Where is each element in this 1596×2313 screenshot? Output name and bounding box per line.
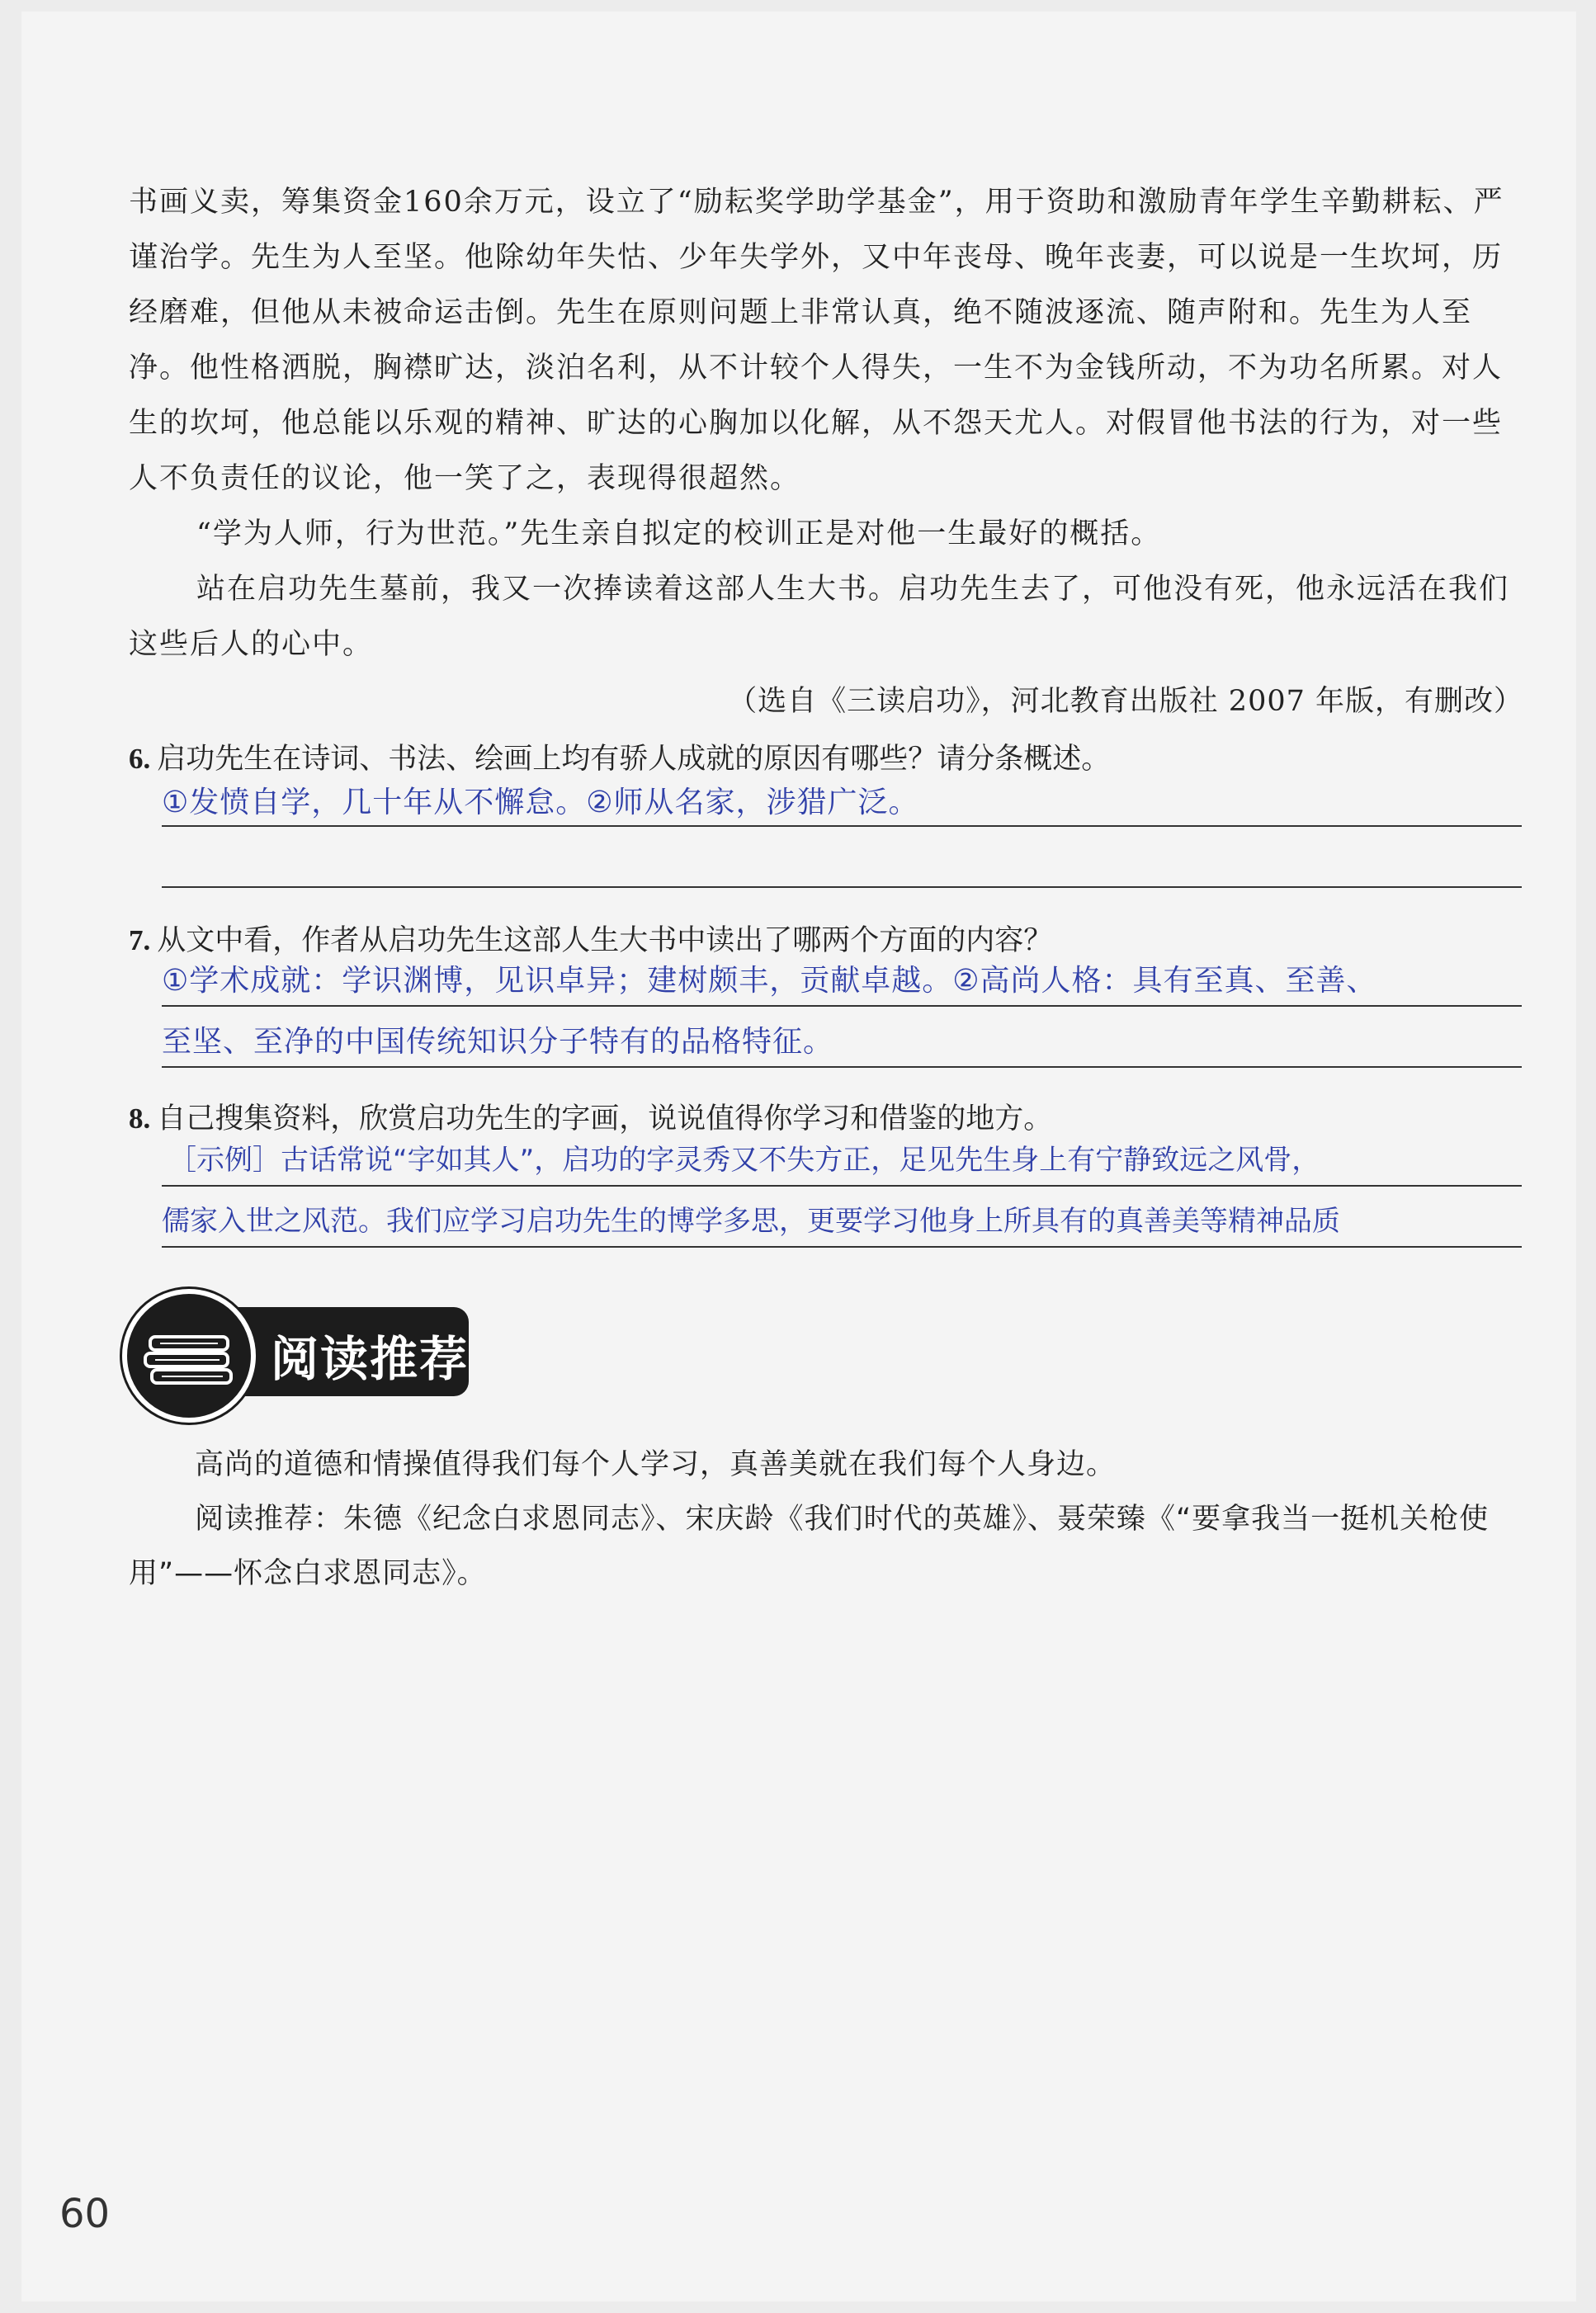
recommend-paragraph-1: 高尚的道德和情操值得我们每个人学习，真善美就在我们每个人身边。 <box>195 1448 1117 1481</box>
passage <box>129 175 1523 673</box>
books-icon <box>122 1289 256 1423</box>
answer-rule <box>162 1246 1522 1248</box>
answer-rule <box>162 1185 1522 1187</box>
recommend-section <box>129 1437 1523 1601</box>
answer-7-line-1: ①学术成就：学识渊博，见识卓异；建树颇丰，贡献卓越。②高尚人格：具有至真、至善、 <box>162 964 1377 998</box>
question-number: 6. <box>129 743 151 775</box>
answer-rule <box>162 886 1522 888</box>
question-7 <box>129 918 1532 959</box>
answer-8-line-1: ［示例］古话常说“字如其人”，启功的字灵秀又不失方正，足见先生身上有宁静致远之风骨， <box>168 1144 1320 1177</box>
passage-paragraph-2: “学为人师，行为世范。”先生亲自拟定的校训正是对他一生最好的概括。 <box>196 517 1162 550</box>
source-citation: （选自《三读启功》，河北教育出版社 2007 年版，有删改） <box>728 685 1523 718</box>
answer-rule <box>162 825 1522 827</box>
answer-7-line-2: 至坚、至净的中国传统知识分子特有的品格特征。 <box>162 1025 834 1059</box>
question-text: 自己搜集资料，欣赏启功先生的字画，说说值得你学习和借鉴的地方。 <box>157 1102 1053 1135</box>
question-8 <box>129 1096 1532 1137</box>
recommend-paragraph-2: 阅读推荐：朱德《纪念白求恩同志》、宋庆龄《我们时代的英雄》、聂荣臻《“要拿我当一挺机关枪使用”——怀念白求恩同志》。 <box>129 1503 1490 1590</box>
question-number: 7. <box>129 924 151 956</box>
question-text: 从文中看，作者从启功先生这部人生大书中读出了哪两个方面的内容？ <box>157 924 1053 957</box>
reading-recommend-banner <box>122 1277 493 1426</box>
answer-rule <box>162 1005 1522 1007</box>
question-text: 启功先生在诗词、书法、绘画上均有骄人成就的原因有哪些？请分条概述。 <box>157 743 1111 776</box>
passage-paragraph-3: 站在启功先生墓前，我又一次捧读着这部人生大书。启功先生去了，可他没有死，他永远活在我们这些后人的心中。 <box>129 573 1510 661</box>
answer-8-line-2: 儒家入世之风范。我们应学习启功先生的博学多思，更要学习他身上所具有的真善美等精神品质 <box>162 1205 1340 1238</box>
page-number: 60 <box>59 2191 111 2237</box>
answer-6-line-1: ①发愤自学，几十年从不懈怠。②师从名家，涉猎广泛。 <box>162 786 919 819</box>
answer-rule <box>162 1066 1522 1068</box>
passage-paragraph-1: 书画义卖，筹集资金160余万元，设立了“励耘奖学助学基金”，用于资助和激励青年学生辛勤耕耘、严谨治学。先生为人至坚。他除幼年失怙、少年失学外，又中年丧母、晚年丧妻，可以说是一生坎坷，历经磨难，但他从未被命运击倒。先生在原则问题上非常认真，绝不随波逐流、随声附和。先生为人至净。他性格洒脱，胸襟旷达，淡泊名利，从不计较个人得失，一生不为金钱所动，不为功名所累。对人生的坎坷，他总能以乐观的精神、旷达的心胸加以化解，从不怨天尤人。对假冒他书法的行为，对一些人不负责任的议论，他一笑了之，表现得很超然。 <box>129 186 1504 495</box>
banner-title: 阅读推荐 <box>271 1331 470 1387</box>
question-number: 8. <box>129 1102 151 1135</box>
question-6 <box>129 736 1532 777</box>
